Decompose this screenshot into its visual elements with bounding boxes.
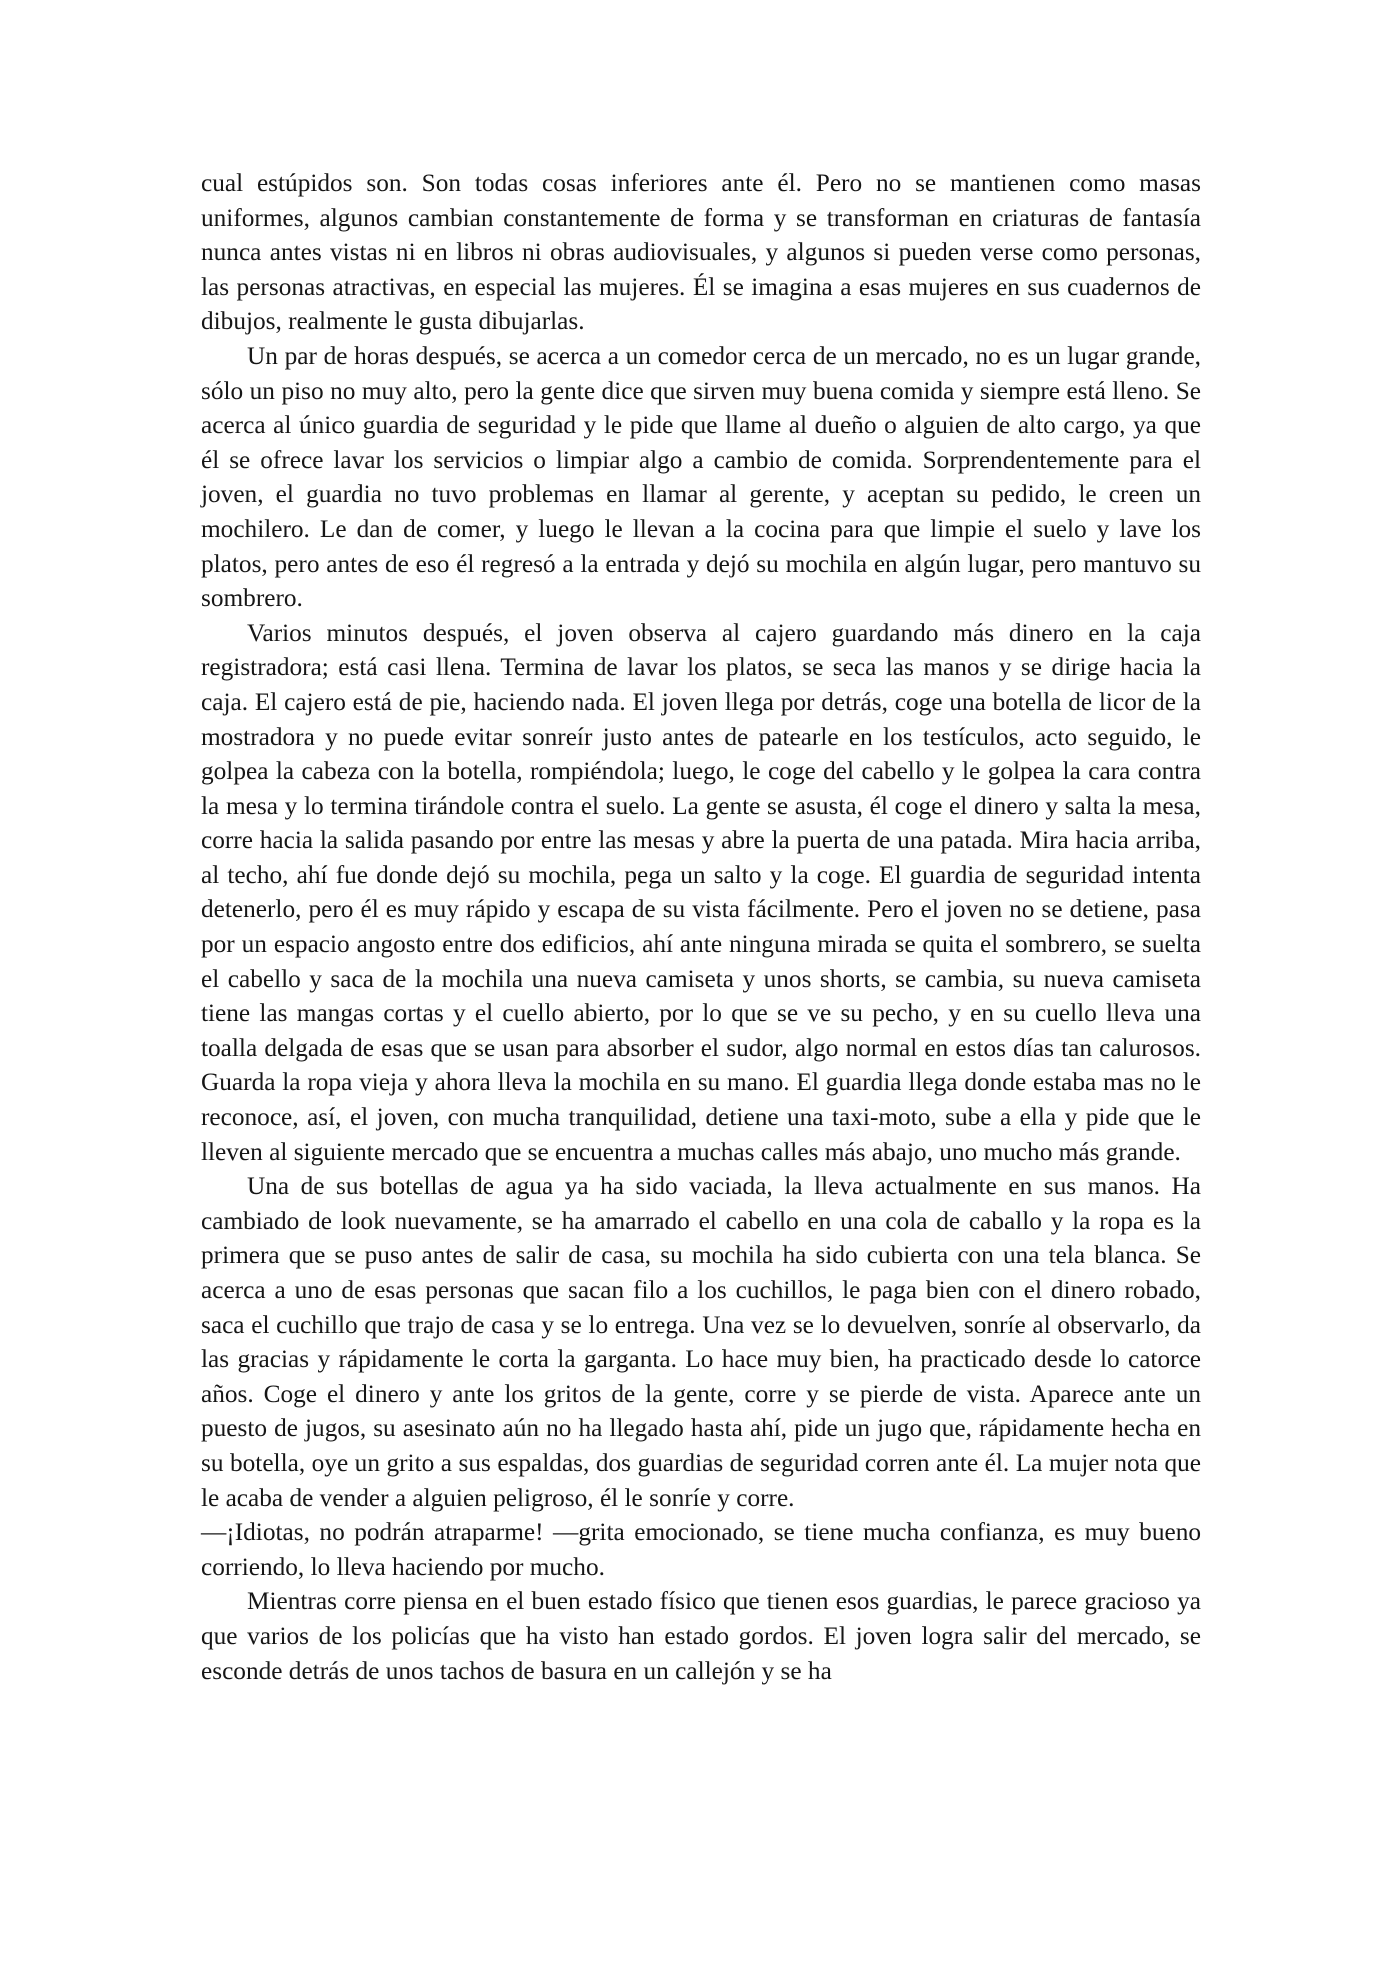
- paragraph-1: cual estúpidos son. Son todas cosas inferiores ante él. Pero no se mantienen como masas uniformes, algunos cambian constantemente de forma y se transforman en criaturas de fantasía nunca antes vistas ni en libros ni obras audiovisuales, y algunos si pueden verse como personas, las personas atractivas, en especial las mujeres. Él se imagina a esas mujeres en sus cuadernos de dibujos, realmente le gusta dibujarlas.: [201, 169, 1201, 336]
- paragraph-3: Varios minutos después, el joven observa al cajero guardando más dinero en la caja registradora; está casi llena. Termina de lavar los platos, se seca las manos y se dirige hacia la caja. El cajero está de pie, haciendo nada. El joven llega por detrás, coge una botella de licor de la mostradora y no puede evitar sonreír justo antes de patearle en los testículos, acto seguido, le golpea la cabeza con la botella, rompiéndola; luego, le coge del cabello y le golpea la cara contra la mesa y lo termina tirándole contra el suelo. La gente se asusta, él coge el dinero y salta la mesa, corre hacia la salida pasando por entre las mesas y abre la puerta de una patada. Mira hacia arriba, al techo, ahí fue donde dejó su mochila, pega un salto y la coge. El guardia de seguridad intenta detenerlo, pero él es muy rápido y escapa de su vista fácilmente. Pero el joven no se detiene, pasa por un espacio angosto entre dos edificios, ahí ante ninguna mirada se quita el sombrero, se suelta el cabello y saca de la mochila una nueva camiseta y unos shorts, se cambia, su nueva camiseta tiene las mangas cortas y el cuello abierto, por lo que se ve su pecho, y en su cuello lleva una toalla delgada de esas que se usan para absorber el sudor, algo normal en estos días tan calurosos. Guarda la ropa vieja y ahora lleva la mochila en su mano. El guardia llega donde estaba mas no le reconoce, así, el joven, con mucha tranquilidad, detiene una taxi-moto, sube a ella y pide que le lleven al siguiente mercado que se encuentra a muchas calles más abajo, uno mucho más grande.: [201, 618, 1201, 1166]
- paragraph-6: Mientras corre piensa en el buen estado físico que tienen esos guardias, le parece gracioso ya que varios de los policías que ha visto han estado gordos. El joven logra salir del mercado, se esconde detrás de unos tachos de basura en un callejón y se ha: [201, 1587, 1201, 1685]
- page-body: [201, 166, 1201, 1688]
- paragraph-5-dialogue: —¡Idiotas, no podrán atraparme! —grita emocionado, se tiene mucha confianza, es muy bueno corriendo, lo lleva haciendo por mucho.: [201, 1518, 1201, 1581]
- paragraph-2: Un par de horas después, se acerca a un comedor cerca de un mercado, no es un lugar grande, sólo un piso no muy alto, pero la gente dice que sirven muy buena comida y siempre está lleno. Se acerca al único guardia de seguridad y le pide que llame al dueño o alguien de alto cargo, ya que él se ofrece lavar los servicios o limpiar algo a cambio de comida. Sorprendentemente para el joven, el guardia no tuvo problemas en llamar al gerente, y aceptan su pedido, le creen un mochilero. Le dan de comer, y luego le llevan a la cocina para que limpie el suelo y lave los platos, pero antes de eso él regresó a la entrada y dejó su mochila en algún lugar, pero mantuvo su sombrero.: [201, 341, 1201, 613]
- paragraph-4: Una de sus botellas de agua ya ha sido vaciada, la lleva actualmente en sus manos. Ha cambiado de look nuevamente, se ha amarrado el cabello en una cola de caballo y la ropa es la primera que se puso antes de salir de casa, su mochila ha sido cubierta con una tela blanca. Se acerca a uno de esas personas que sacan filo a los cuchillos, le paga bien con el dinero robado, saca el cuchillo que trajo de casa y se lo entrega. Una vez se lo devuelven, sonríe al observarlo, da las gracias y rápidamente le corta la garganta. Lo hace muy bien, ha practicado desde lo catorce años. Coge el dinero y ante los gritos de la gente, corre y se pierde de vista. Aparece ante un puesto de jugos, su asesinato aún no ha llegado hasta ahí, pide un jugo que, rápidamente hecha en su botella, oye un grito a sus espaldas, dos guardias de seguridad corren ante él. La mujer nota que le acaba de vender a alguien peligroso, él le sonríe y corre.: [201, 1172, 1201, 1512]
